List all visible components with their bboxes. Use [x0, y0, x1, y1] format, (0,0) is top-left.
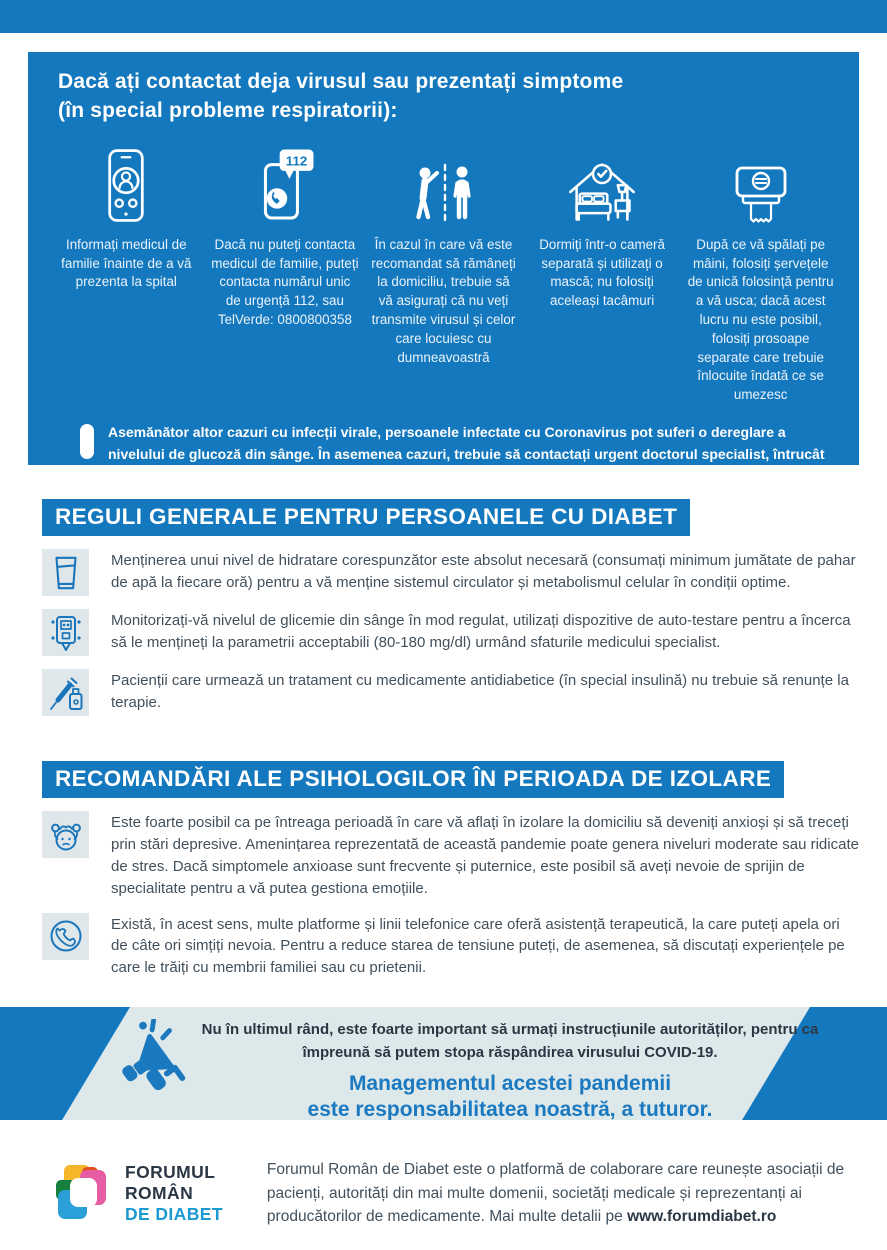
psychologists-section	[42, 761, 860, 992]
banner-left-shape	[0, 1007, 130, 1120]
forum-logo-icon	[55, 1164, 113, 1222]
glucose-warning-note	[52, 421, 835, 487]
advice-text: În cazul în care vă este recomandat să rămâneți la domiciliu, trebuie să vă asigurați că nu veți transmite virusul și celor care locuiesc cu dumneavoastră	[371, 236, 516, 365]
advice-column-3	[369, 140, 518, 405]
advice-text: Informați medicul de familie înainte de a vă prezenta la spital	[61, 236, 192, 290]
logo-line2: ROMÂN	[125, 1183, 194, 1203]
phone-call-icon	[42, 913, 89, 960]
banner-heading-line1: Managementul acestei pandemii	[348, 1072, 672, 1095]
psych-section-heading: RECOMANDĂRI ALE PSIHOLOGILOR ÎN PERIOADA DE IZOLARE	[42, 761, 784, 798]
rules-item-text: Menținerea unui nivel de hidratare corespunzător este absolut necesară (consumați minimum jumătate de pahar de apă la fiecare oră) pentru a vă menține sistemul circulator și metabolismul celular în condiții optime.	[111, 552, 856, 591]
footer-description	[267, 1158, 879, 1229]
video-call-phone-icon	[97, 140, 155, 226]
psych-item-helplines	[42, 913, 860, 980]
advice-column-1	[52, 140, 201, 405]
psych-item-text: Este foarte posibil ca pe întreaga perioadă în care vă aflați în izolare la domiciliu să deveniți anxioși și să treceți prin stări depresive. Amenințarea reprezentată de această pandemie poate genera niveluri moderate sau ridicate de stres. Dacă simptomele anxioase sunt frecvente și puternice, este posibil să aveți nevoie de sprijin de specialitate pentru a vă putea gestiona emoțiile.	[111, 814, 859, 897]
megaphone-icon	[116, 1019, 204, 1111]
exclamation-icon	[80, 424, 94, 477]
website-link[interactable]: www.forumdiabet.ro	[627, 1208, 777, 1226]
forum-roman-de-diabet-logo	[55, 1162, 223, 1224]
anxious-person-icon	[42, 811, 89, 858]
rules-section-heading: REGULI GENERALE PENTRU PERSOANELE CU DIABET	[42, 499, 690, 536]
symptoms-panel	[28, 52, 859, 485]
psych-item-text: Există, în acest sens, multe platforme și linii telefonice care oferă asistență terapeutică, la care puteți apela ori de câte ori simțiți nevoia. Pentru a reduce starea de tensiune puteți, de asemenea, să discutați experiențele pe care le trăiți cu membrii familiei sau cu prietenii.	[111, 915, 845, 977]
banner-content	[200, 1019, 820, 1120]
top-accent-bar	[0, 0, 887, 33]
separate-bedroom-icon	[565, 140, 639, 226]
advice-columns	[52, 140, 835, 405]
paper-towel-dispenser-icon	[728, 140, 794, 226]
advice-column-5	[686, 140, 835, 405]
banner-bold-text: Nu în ultimul rând, este foarte important să urmați instrucțiunile autorităților, pentru ca împreună să putem stopa răspândirea virusului COVID-19.	[201, 1021, 819, 1061]
banner-heading-line2: este responsabilitatea noastră, a tuturor.	[307, 1097, 713, 1120]
rules-section	[42, 499, 860, 729]
logo-line1: FORUMUL	[125, 1162, 216, 1183]
water-glass-icon	[42, 549, 89, 596]
warning-note-text: Asemănător altor cazuri cu infecții virale, persoanele infectate cu Coronavirus pot suferi o dereglare a nivelului de glucoză din sânge. În asemenea cazuri, trebuie să contactați urgent doctorul specialist, întrucât nevoile de insulină ale organismului cresc, iar medicația și alimentația trebuie ajustate corespunzător.	[108, 423, 825, 485]
panel-title-line1: Dacă ați contactat deja virusul sau prezentați simptome	[58, 70, 624, 93]
footer	[0, 1158, 887, 1229]
rules-item-treatment	[42, 669, 860, 716]
logo-wordmark	[125, 1162, 223, 1224]
emergency-112-phone-icon	[253, 140, 317, 226]
rules-item-text: Pacienții care urmează un tratament cu medicamente antidiabetice (în special insulină) nu trebuie să renunțe la terapie.	[111, 672, 849, 711]
advice-text: Dormiți într-o cameră separată și utilizați o mască; nu folosiți aceleași tacâmuri	[539, 236, 665, 309]
psych-item-anxiety	[42, 811, 860, 900]
advice-column-4	[528, 140, 677, 405]
rules-item-hydration	[42, 549, 860, 596]
glucometer-icon	[42, 609, 89, 656]
panel-title-line2: (în special probleme respiratorii):	[58, 98, 398, 122]
advice-text: După ce vă spălați pe mâini, folosiți șervețele de unică folosință pentru a vă usca; dacă acest lucru nu este posibil, folosiți prosoape separate care trebuie înlocuite îndată ce se umezesc	[687, 236, 834, 403]
insulin-syringe-icon	[42, 669, 89, 716]
logo-line3: DE DIABET	[125, 1203, 223, 1224]
footer-description-text: Forumul Român de Diabet este o platformă de colaborare care reunește asociații de pacienți, autorități din mai multe domenii, societăți medicale și reprezentanți ai producătorilor de medicamente. Mai multe detalii pe	[266, 1161, 845, 1226]
rules-item-monitoring	[42, 609, 860, 656]
advice-text: Dacă nu puteți contacta medicul de familie, puteți contacta numărul unic de urgență 112, sau TelVerde: 0800800358	[211, 236, 359, 327]
distancing-persons-icon	[409, 140, 477, 226]
panel-title	[58, 68, 835, 126]
svg-text:112: 112	[285, 153, 308, 169]
advice-column-2	[211, 140, 360, 405]
call-to-action-banner	[0, 1007, 887, 1120]
rules-item-text: Monitorizați-vă nivelul de glicemie din sânge în mod regulat, utilizați dispozitive de auto-testare pentru a încerca să le mențineți la parametrii acceptabili (80-180 mg/dl) urmând sfaturile medicului specialist.	[111, 612, 851, 651]
banner-heading	[200, 1071, 820, 1120]
